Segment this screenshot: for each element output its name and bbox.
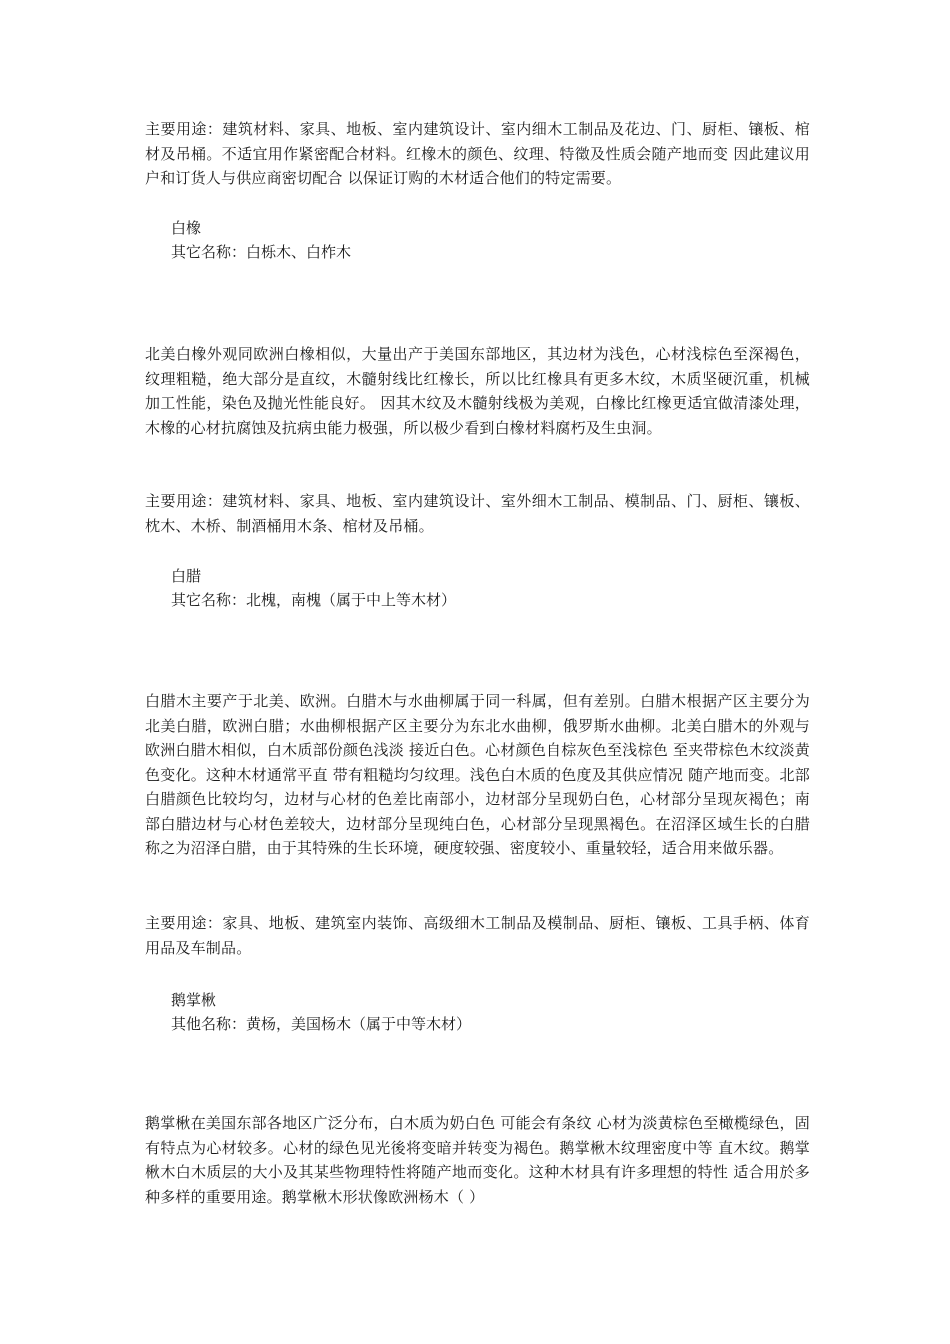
white-ash-aliases: 其它名称：北槐，南槐（属于中上等木材） <box>171 591 457 609</box>
white-oak-name: 白橡 <box>171 219 202 237</box>
white-ash-description: 白腊木主要产于北美、欧洲。白腊木与水曲柳属于同一科属，但有差别。白腊木根据产区主要分为北美白腊，欧洲白腊；水曲柳根据产区主要分为东北水曲柳，俄罗斯水曲柳。北美白腊木的外观与欧洲白腊木相似，白木质部份颜色浅淡 接近白色。心材颜色自棕灰色至浅棕色 至夹带棕色木纹淡黄色变化。这种木材通常平直 带有粗糙均匀纹理。浅色白木质的色度及其供应情况 随产地而变。北部白腊颜色比较均匀，边材与心材的色差比南部小，边材部分呈现奶白色，心材部分呈现灰褐色；南部白腊边材与心材色差较大，边材部分呈现纯白色，心材部分呈现黑褐色。在沼泽区域生长的白腊称之为沼泽白腊，由于其特殊的生长环境，硬度较强、密度较小、重量较轻，适合用来做乐器。 <box>145 692 810 857</box>
white-oak-aliases: 其它名称：白栎木、白柞木 <box>171 243 352 261</box>
white-ash-heading <box>171 564 456 612</box>
tulip-poplar-name: 鹅掌楸 <box>171 991 217 1009</box>
tulip-poplar-heading <box>171 988 471 1036</box>
intro-usage-paragraph: 主要用途：建筑材料、家具、地板、室内建筑设计、室内细木工制品及花边、门、厨柜、镶板、棺材及吊桶。不适宜用作紧密配合材料。红橡木的颜色、纹理、特徵及性质会随产地而变 因此建议用户和订货人与供应商密切配合 以保证订购的木材适合他们的特定需要。 <box>145 120 810 187</box>
white-ash-usage: 主要用途：家具、地板、建筑室内装饰、高级细木工制品及模制品、厨柜、镶板、工具手柄、体育用品及车制品。 <box>145 914 810 957</box>
white-ash-name: 白腊 <box>171 567 202 585</box>
tulip-poplar-aliases: 其他名称：黄杨，美国杨木（属于中等木材） <box>171 1015 472 1033</box>
white-oak-heading <box>171 216 351 264</box>
white-oak-description: 北美白橡外观同欧洲白橡相似，大量出产于美国东部地区，其边材为浅色，心材浅棕色至深褐色，纹理粗糙，绝大部分是直纹，木髓射线比红橡长，所以比红橡具有更多木纹，木质坚硬沉重，机械加工性能，染色及抛光性能良好。 因其木纹及木髓射线极为美观，白橡比红橡更适宜做清漆处理，木橡的心材抗腐蚀及抗病虫能力极强，所以极少看到白橡材料腐朽及生虫洞。 <box>145 345 810 437</box>
tulip-poplar-description: 鹅掌楸在美国东部各地区广泛分布，白木质为奶白色 可能会有条纹 心材为淡黄棕色至橄榄绿色，固有特点为心材较多。心材的绿色见光後将变暗并转变为褐色。鹅掌楸木纹理密度中等 直木纹。鹅掌楸木白木质层的大小及其某些物理特性将随产地而变化。这种木材具有许多理想的特性 适合用於多种多样的重要用途。鹅掌楸木形状像欧洲杨木（ ） <box>145 1114 810 1206</box>
white-oak-usage: 主要用途：建筑材料、家具、地板、室内建筑设计、室外细木工制品、模制品、门、厨柜、镶板、枕木、木桥、制酒桶用木条、棺材及吊桶。 <box>145 492 810 535</box>
